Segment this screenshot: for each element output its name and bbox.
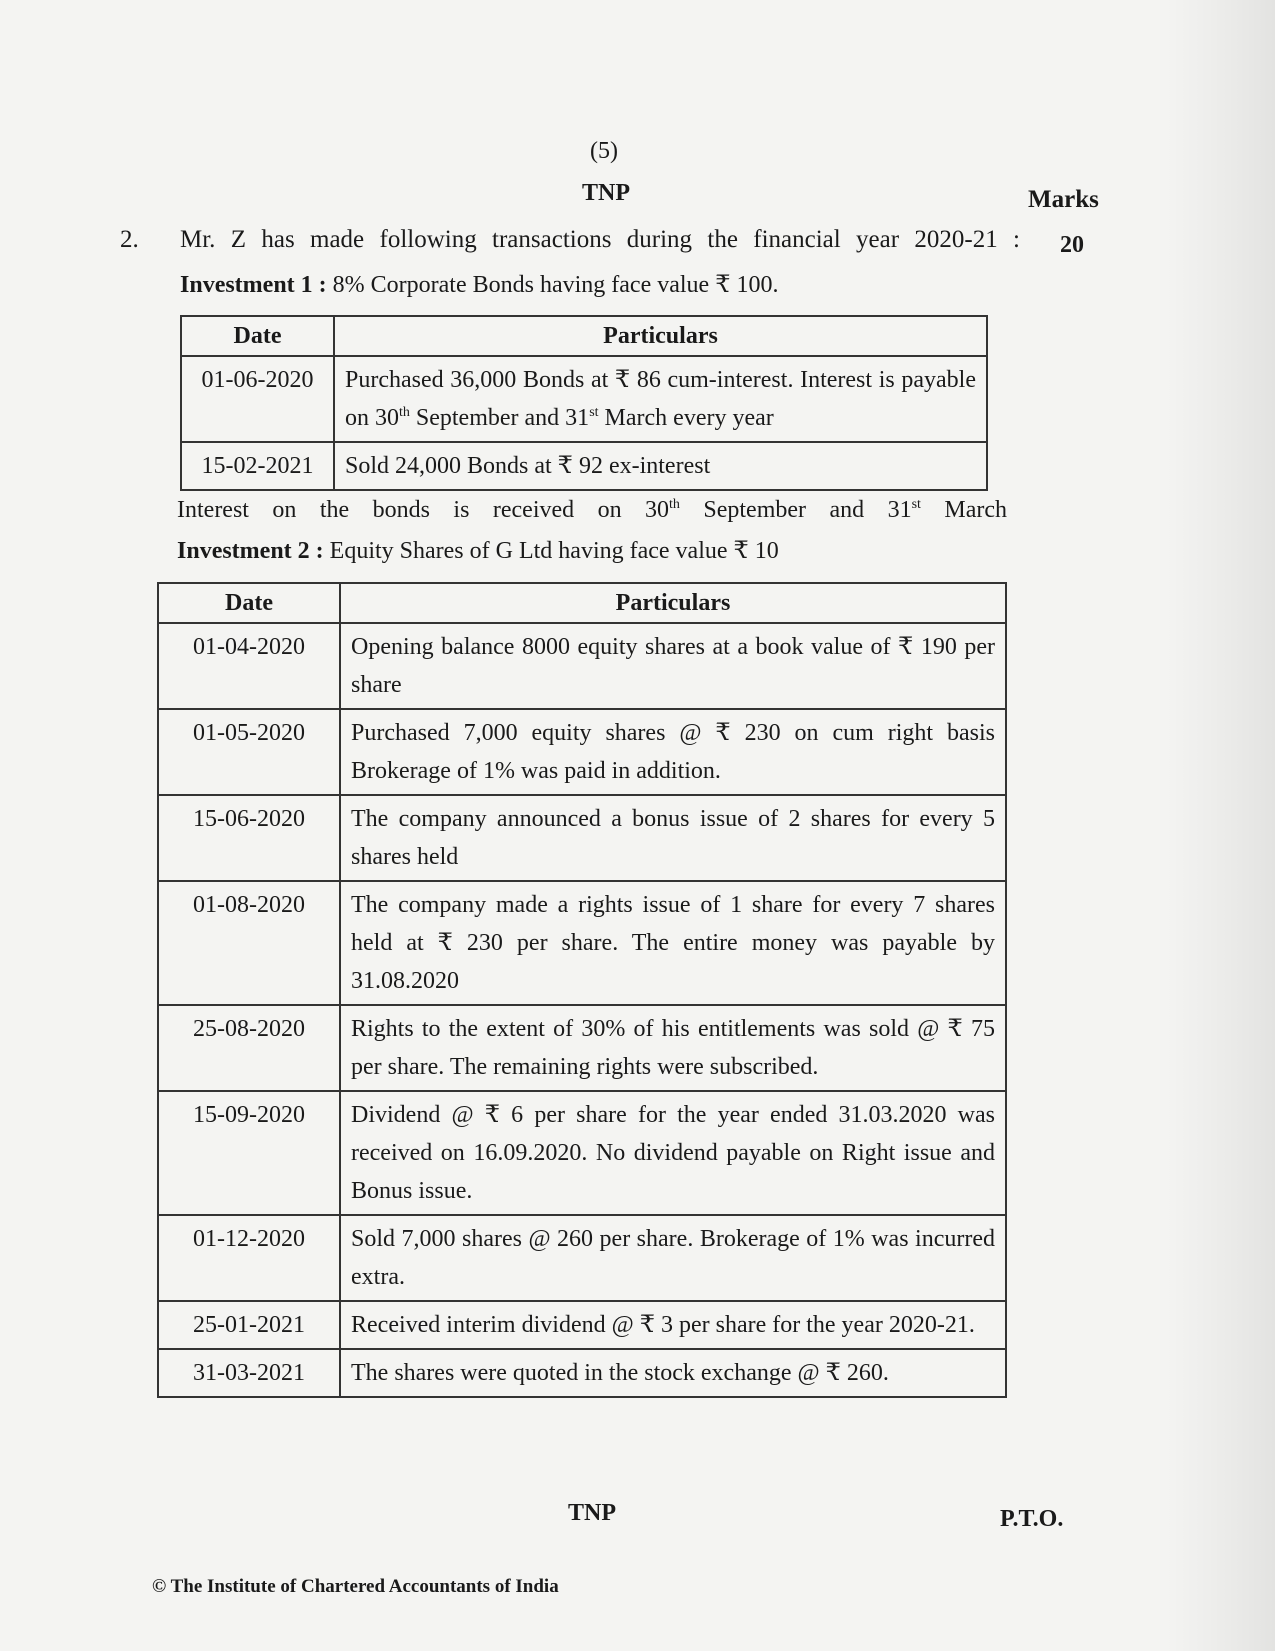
particulars-cell: The shares were quoted in the stock exchange @ ₹ 260. [340,1349,1006,1397]
header-date: Date [181,316,334,356]
investment2-label: Investment 2 : [177,538,324,564]
date-cell: 01-04-2020 [158,623,340,709]
particulars-cell: Sold 24,000 Bonds at ₹ 92 ex-interest [334,442,987,490]
date-cell: 31-03-2021 [158,1349,340,1397]
investment1-heading [180,270,778,299]
table-row [158,1005,1006,1091]
investment1-table [180,315,988,491]
date-cell: 25-01-2021 [158,1301,340,1349]
marks-label: Marks [1028,186,1099,213]
investment2-table [157,582,1007,1398]
particulars-cell: Sold 7,000 shares @ 260 per share. Brokerage of 1% was incurred extra. [340,1215,1006,1301]
table-row [158,709,1006,795]
date-cell: 01-08-2020 [158,881,340,1005]
table-row [158,1349,1006,1397]
copyright-notice: © The Institute of Chartered Accountants of India [152,1576,559,1597]
date-cell: 01-05-2020 [158,709,340,795]
marks-value: 20 [1060,232,1084,258]
table-row [158,1301,1006,1349]
header-date: Date [158,583,340,623]
table-row [158,1091,1006,1215]
scan-shadow [1165,0,1275,1651]
particulars-cell: Purchased 7,000 equity shares @ ₹ 230 on cum right basis Brokerage of 1% was paid in addition. [340,709,1006,795]
particulars-cell: Dividend @ ₹ 6 per share for the year ended 31.03.2020 was received on 16.09.2020. No dividend payable on Right issue and Bonus issue. [340,1091,1006,1215]
particulars-cell: The company made a rights issue of 1 share for every 7 shares held at ₹ 230 per share. The entire money was payable by 31.08.2020 [340,881,1006,1005]
question-intro: Mr. Z has made following transactions during the financial year 2020-21 : [180,226,1020,253]
question-number: 2. [120,226,139,253]
particulars-cell: The company announced a bonus issue of 2 shares for every 5 shares held [340,795,1006,881]
table-header-row [181,316,987,356]
header-code: TNP [582,180,630,206]
date-cell: 01-12-2020 [158,1215,340,1301]
date-cell: 15-06-2020 [158,795,340,881]
table-row [158,623,1006,709]
table-row [181,356,987,442]
investment1-label: Investment 1 : [180,272,327,298]
date-cell: 15-09-2020 [158,1091,340,1215]
footer-code: TNP [568,1500,616,1526]
page-number: (5) [590,138,618,164]
table-row [158,795,1006,881]
particulars-cell: Rights to the extent of 30% of his entitlements was sold @ ₹ 75 per share. The remaining rights were subscribed. [340,1005,1006,1091]
header-particulars: Particulars [340,583,1006,623]
table-row [158,881,1006,1005]
date-cell: 25-08-2020 [158,1005,340,1091]
header-particulars: Particulars [334,316,987,356]
investment2-heading [177,536,779,565]
table-row [181,442,987,490]
particulars-cell: Opening balance 8000 equity shares at a book value of ₹ 190 per share [340,623,1006,709]
date-cell: 01-06-2020 [181,356,334,442]
date-cell: 15-02-2021 [181,442,334,490]
table-header-row [158,583,1006,623]
investment2-description: Equity Shares of G Ltd having face value ₹ 10 [329,538,779,564]
pto-label: P.T.O. [1000,1506,1064,1532]
table-row [158,1215,1006,1301]
interest-note: Interest on the bonds is received on 30th September and 31st March [177,497,1008,523]
investment1-description: 8% Corporate Bonds having face value ₹ 100. [332,272,779,298]
particulars-cell: Purchased 36,000 Bonds at ₹ 86 cum-interest. Interest is payable on 30th September and 31st March every year [334,356,987,442]
particulars-cell: Received interim dividend @ ₹ 3 per share for the year 2020-21. [340,1301,1006,1349]
